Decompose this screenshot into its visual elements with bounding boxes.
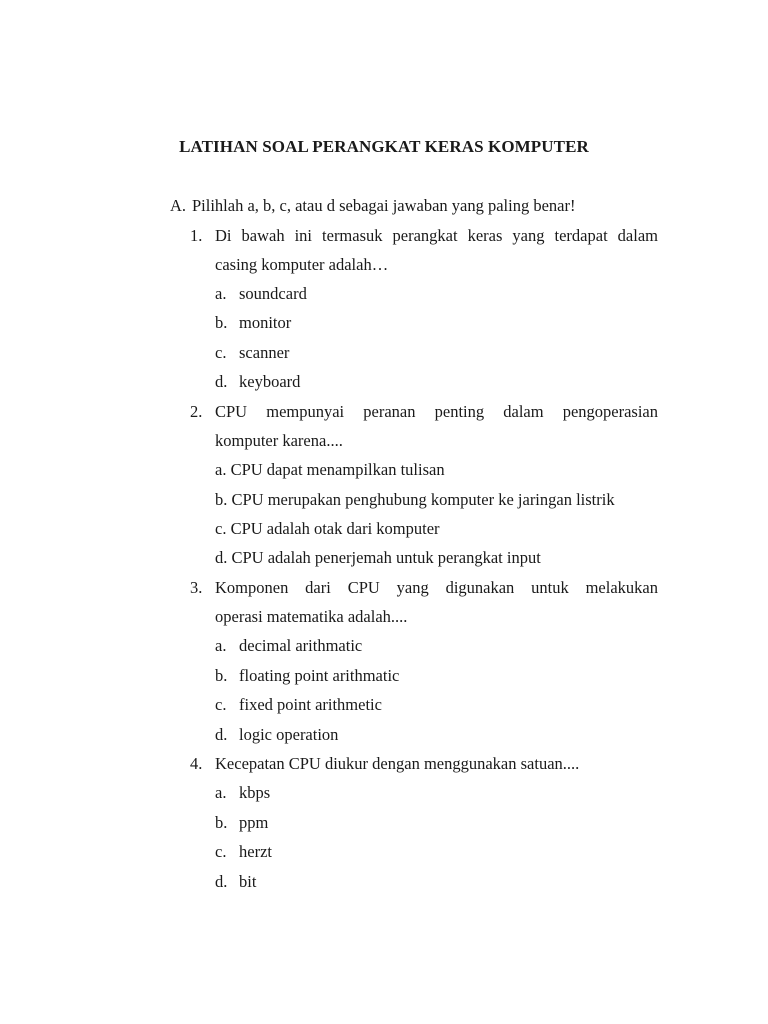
question-text-line: CPU mempunyai peranan penting dalam pengoperasian xyxy=(215,402,658,421)
option-text: herzt xyxy=(239,842,272,861)
option-label: d. xyxy=(215,372,228,391)
option-label: a. xyxy=(215,783,227,802)
option-text: kbps xyxy=(239,783,271,802)
option-label: b. xyxy=(215,313,228,332)
option-text: c. CPU adalah otak dari komputer xyxy=(215,519,440,538)
option-label: b. xyxy=(215,666,228,685)
page-title: LATIHAN SOAL PERANGKAT KERAS KOMPUTER xyxy=(179,137,589,156)
option-label: c. xyxy=(215,695,227,714)
option-text: d. CPU adalah penerjemah untuk perangkat input xyxy=(215,548,541,567)
option-text: fixed point arithmetic xyxy=(239,695,382,714)
question-text-line: Kecepatan CPU diukur dengan menggunakan satuan.... xyxy=(215,754,580,773)
option-text: scanner xyxy=(239,343,290,362)
option-label: d. xyxy=(215,872,228,891)
option-label: a. xyxy=(215,636,227,655)
option-label: c. xyxy=(215,343,227,362)
question-text-line: casing komputer adalah… xyxy=(215,255,389,274)
option-text: floating point arithmatic xyxy=(239,666,400,685)
question-number: 4. xyxy=(190,754,203,773)
option-label: b. xyxy=(215,813,228,832)
question-text-line: Di bawah ini termasuk perangkat keras yang terdapat dalam xyxy=(215,226,658,245)
option-text: decimal arithmatic xyxy=(239,636,363,655)
option-text: soundcard xyxy=(239,284,307,303)
option-text: monitor xyxy=(239,313,292,332)
question-number: 1. xyxy=(190,226,203,245)
section-instruction xyxy=(170,196,576,216)
option-label: c. xyxy=(215,842,227,861)
option-label: d. xyxy=(215,725,228,744)
option-text: logic operation xyxy=(239,725,339,744)
option-text: ppm xyxy=(239,813,269,832)
question-text-line: Komponen dari CPU yang digunakan untuk melakukan xyxy=(215,578,658,597)
option-text: bit xyxy=(239,872,257,891)
option-text: b. CPU merupakan penghubung komputer ke jaringan listrik xyxy=(215,490,615,509)
option-label: a. xyxy=(215,284,227,303)
question-number: 3. xyxy=(190,578,203,597)
option-text: keyboard xyxy=(239,372,301,391)
question-number: 2. xyxy=(190,402,203,421)
section-instruction-text: Pilihlah a, b, c, atau d sebagai jawaban yang paling benar! xyxy=(192,196,576,215)
question-text-line: komputer karena.... xyxy=(215,431,343,450)
section-letter: A. xyxy=(170,196,187,215)
question-text-line: operasi matematika adalah.... xyxy=(215,607,408,626)
option-text: a. CPU dapat menampilkan tulisan xyxy=(215,460,445,479)
